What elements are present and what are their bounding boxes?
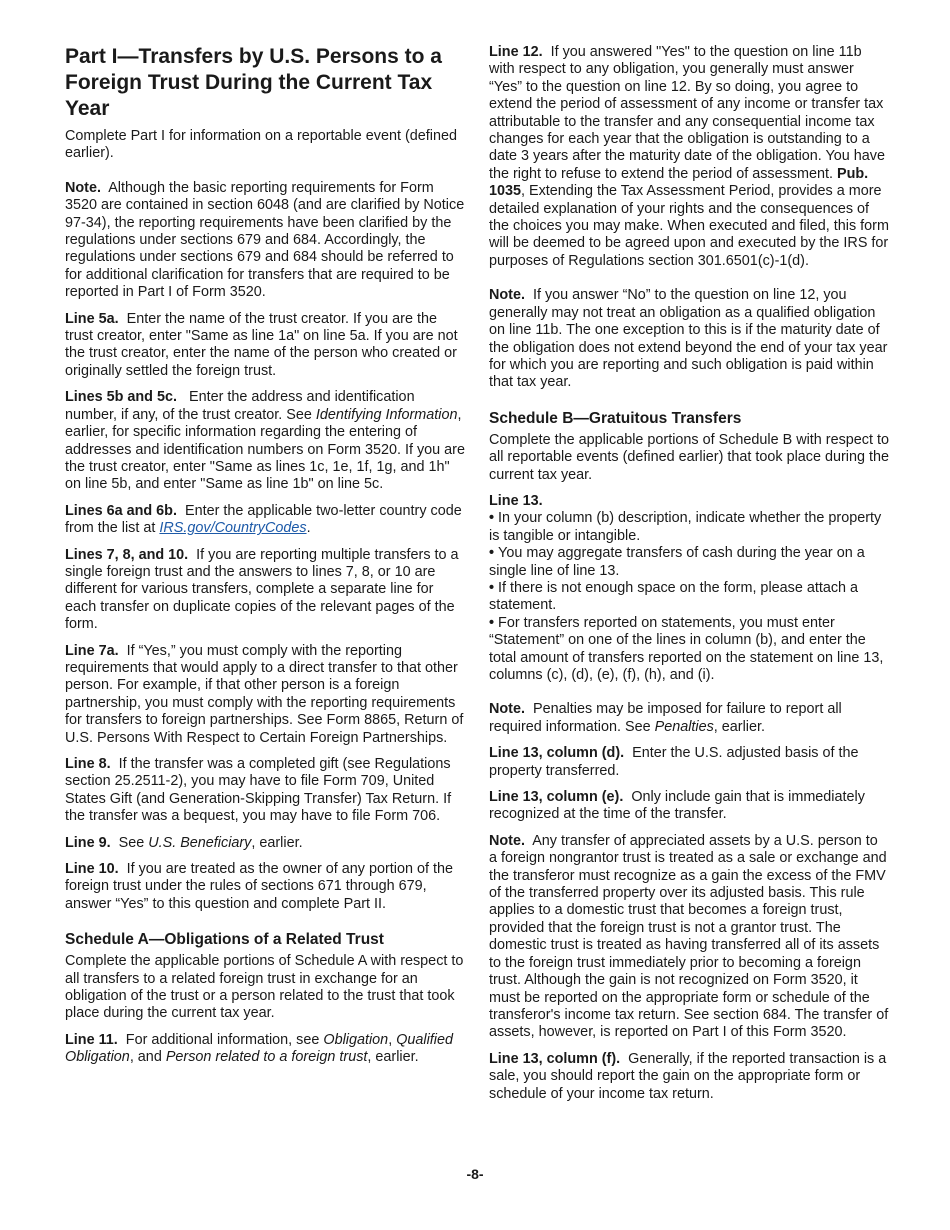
line13-label: Line 13. [489,492,543,509]
note-label: Note. [65,179,101,196]
note13-paragraph: Note. Penalties may be imposed for failure to report all required information. See Penalties, earlier. [489,701,842,735]
country-codes-link[interactable]: IRS.gov/CountryCodes [159,520,307,537]
list-item: • If there is not enough space on the form, please attach a statement. [489,580,889,615]
lines6-paragraph: Lines 6a and 6b. Enter the applicable two-letter country code from the list at IRS.gov/CountryCodes. [65,502,462,537]
note-paragraph: Note. Although the basic reporting requirements for Form 3520 are contained in section 6048 (and are clarified by Notice 97-34), the reporting requirements have been clarified by the regulations under sections 679 and 684. Accordingly, the regulations under sections 679 and 684 should be referred to for additional clarification for transfers that are required to be reported in Part I of Form 3520. [65,179,465,301]
schedule-b-title: Schedule B—Gratuitous Transfers [489,409,742,427]
list-item: • You may aggregate transfers of cash during the year on a single line of line 13. [489,545,889,580]
right-column [489,44,889,1112]
part1-title: Part I—Transfers by U.S. Persons to a Foreign Trust During the Current Tax Year [65,45,442,120]
schedule-a-text: Complete the applicable portions of Schedule A with respect to all transfers to a related foreign trust in exchange for an obligation of the trust or a person related to the trust that took place during the current tax year. [65,953,464,1022]
note12-paragraph: Note. If you answer “No” to the question on line 12, you generally may not treat an obligation as a qualified obligation on line 11b. The one exception to this is if the maturity date of the obligation does not extend beyond the end of your tax year for which you are reporting and such obligation is paid within that tax year. [489,287,888,391]
line8-paragraph: Line 8. If the transfer was a completed gift (see Regulations section 25.2511-2), you may have to file Form 709, United States Gift (and Generation-Skipping Transfer) Tax Return. If the transfer was a bequest, you may have to file Form 706. [65,756,452,825]
lines5b-paragraph: Lines 5b and 5c. Enter the address and identification number, if any, of the trust creator. See Identifying Information, earlier, for specific information regarding the entering of addresses and identification numbers on Form 3520. If you are the trust creator, enter "Same as lines 1c, 1e, 1f, 1g, and 1h" on line 5b, and enter "Same as line 1b" on line 5c. [65,389,465,493]
line10-paragraph: Line 10. If you are treated as the owner of any portion of the foreign trust under the rules of sections 671 through 679, answer “Yes” to this question and complete Part II. [65,861,453,912]
left-column [65,44,465,1076]
line13d-paragraph: Line 13, column (d). Enter the U.S. adjusted basis of the property transferred. [489,745,859,779]
pub-1035: Pub. 1035 [489,165,869,200]
lines7-paragraph: Lines 7, 8, and 10. If you are reporting multiple transfers to a single foreign trust and the answers to lines 7, 8, or 10 are different for various transfers, complete a separate line for each transfer on duplicate copies of the relevant pages of the form. [65,546,459,633]
line13-bullet-list [489,510,889,684]
list-item: • In your column (b) description, indicate whether the property is tangible or intangible. [489,510,889,545]
line11-paragraph: Line 11. For additional information, see Obligation, Qualified Obligation, and Person related to a foreign trust, earlier. [65,1031,453,1066]
line13f-paragraph: Line 13, column (f). Generally, if the reported transaction is a sale, you should report the gain on the appropriate form or schedule of your income tax return. [489,1050,887,1102]
schedule-b-text: Complete the applicable portions of Schedule B with respect to all reportable events (defined earlier) that took place during the current tax year. [489,431,889,483]
part1-intro: Complete Part I for information on a reportable event (defined earlier). [65,128,457,162]
line9-paragraph: Line 9. See U.S. Beneficiary, earlier. [65,834,303,851]
list-item: • For transfers reported on statements, you must enter “Statement” on one of the lines in column (b), and enter the total amount of transfers reported on the statement on line 13, columns (c), (d), (e), (f), (h), and (i). [489,615,889,685]
line7a-paragraph: Line 7a. If “Yes,” you must comply with the reporting requirements that would apply to a direct transfer to that other person. For example, if that other person is a foreign partnership, you must comply with the reporting requirements for transfers to foreign partnerships. See Form 8865, Return of U.S. Persons With Respect to Certain Foreign Partnerships. [65,642,464,746]
line12-paragraph: Line 12. If you answered "Yes" to the question on line 11b with respect to any obligation, you generally must answer “Yes” to the question on line 12. By so doing, you agree to extend the period of assessment of any income or transfer tax attributable to the transfer and any consequential income tax changes for each year that the obligation is outstanding to a date 3 years after the maturity date of the obligation. You have the right to refuse to extend the period of assessment. Pub. 1035, Extending the Tax Assessment Period, provides a more detailed explanation of your rights and the consequences of the choices you may make. When executed and filed, this form will be deemed to be agreed upon and executed by the IRS for purposes of Regulations section 301.6501(c)-1(d). [489,44,889,269]
schedule-a-title: Schedule A—Obligations of a Related Trust [65,931,384,949]
note13e-paragraph: Note. Any transfer of appreciated assets by a U.S. person to a foreign nongrantor trust is treated as a sale or exchange and the transferor must recognize as a gain the excess of the FMV of the transferred property over its adjusted basis. This rule applies to a domestic trust that becomes a foreign trust, provided that the foreign trust is not a grantor trust. The domestic trust is treated as having transferred all of its assets to the foreign trust immediately prior to becoming a foreign trust. Although the gain is not recognized on Form 3520, it must be reported on the appropriate form or schedule of the transferor's income tax return. See section 684. The transfer of assets, however, is reported on Part I of this Form 3520. [489,832,889,1041]
line13e-paragraph: Line 13, column (e). Only include gain that is immediately recognized at the time of the transfer. [489,789,865,823]
line5a-paragraph: Line 5a. Enter the name of the trust creator. If you are the trust creator, enter "Same as line 1a" on line 5a. If you are not the trust creator, enter the name of the person who created or originally settled the foreign trust. [65,310,458,379]
page-number: -8- [466,1166,484,1182]
